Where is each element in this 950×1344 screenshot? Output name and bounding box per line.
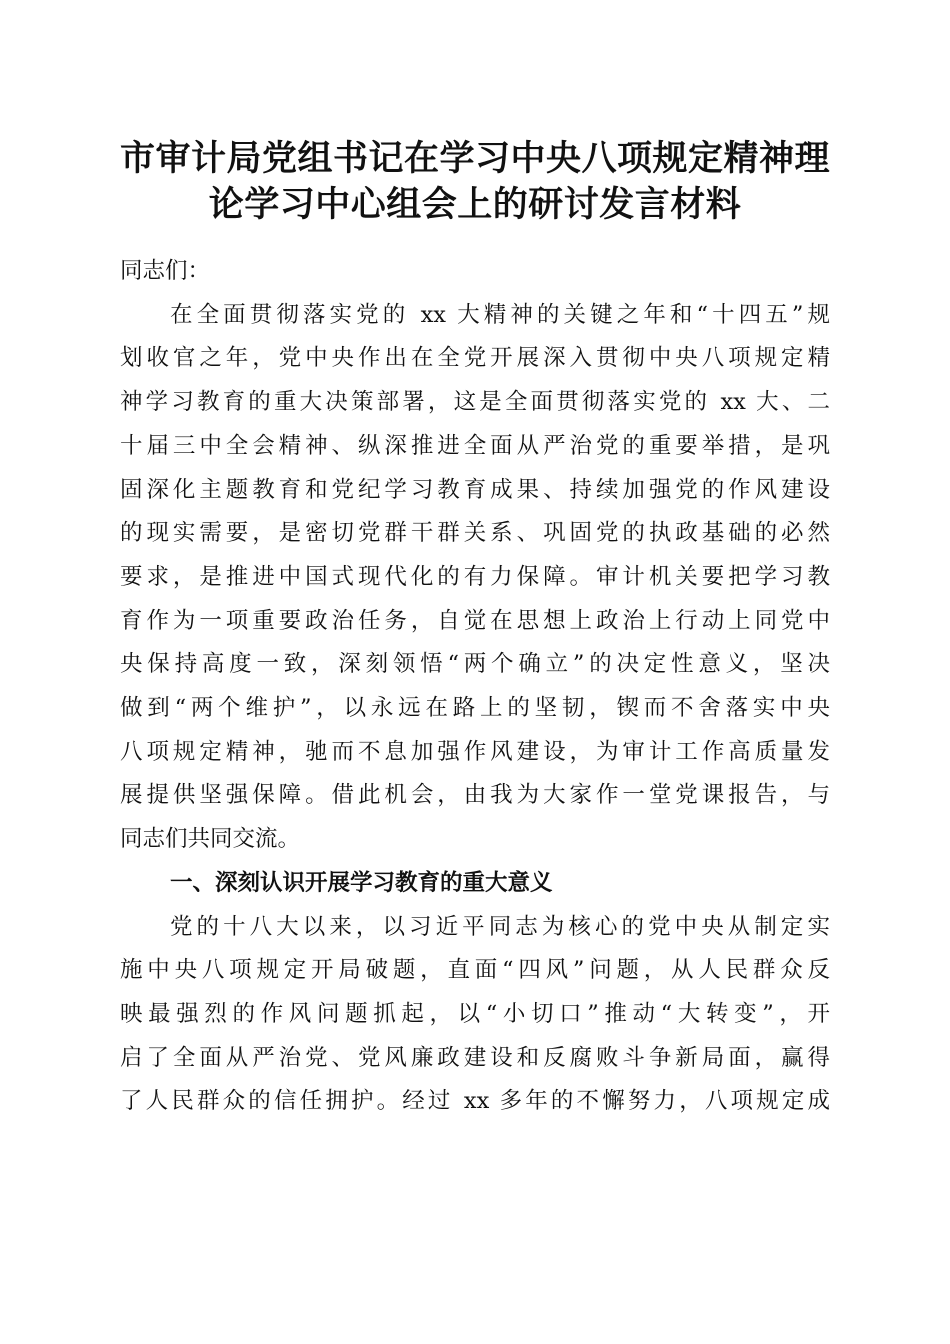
document-title xyxy=(100,136,850,228)
text-line: 的现实需要，是密切党群干群关系、巩固党的执政基础的必然 xyxy=(120,520,830,547)
text-line: 划收官之年，党中央作出在全党开展深入贯彻中央八项规定精 xyxy=(120,345,830,372)
text-line: 央保持高度一致，深刻领悟“两个确立”的决定性意义，坚决 xyxy=(120,651,830,678)
text-line: 启了全面从严治党、党风廉政建设和反腐败斗争新局面，赢得 xyxy=(120,1044,830,1071)
text-line: 展提供坚强保障。借此机会，由我为大家作一堂党课报告，与 xyxy=(120,782,830,809)
text-line: 神学习教育的重大决策部署，这是全面贯彻落实党的 xx 大、二 xyxy=(120,389,830,416)
text-line: 八项规定精神，驰而不息加强作风建设，为审计工作高质量发 xyxy=(120,738,830,765)
text-line: 固深化主题教育和党纪学习教育成果、持续加强党的作风建设 xyxy=(120,476,830,503)
text-line: 同志们共同交流。 xyxy=(120,826,301,853)
document-body xyxy=(120,250,830,1124)
text-line: 要求，是推进中国式现代化的有力保障。审计机关要把学习教 xyxy=(120,563,830,590)
text-line: 了人民群众的信任拥护。经过 xx 多年的不懈努力，八项规定成 xyxy=(120,1088,830,1115)
text-line: 十届三中全会精神、纵深推进全面从严治党的重要举措，是巩 xyxy=(120,432,830,459)
text-line: 映最强烈的作风问题抓起，以“小切口”推动“大转变”，开 xyxy=(120,1000,830,1027)
section-heading: 一、深刻认识开展学习教育的重大意义 xyxy=(170,869,553,896)
text-line: 在全面贯彻落实党的 xx 大精神的关键之年和“十四五”规 xyxy=(170,301,830,328)
text-line: 施中央八项规定开局破题，直面“四风”问题，从人民群众反 xyxy=(120,957,830,984)
text-line: 做到“两个维护”，以永远在路上的坚韧，锲而不舍落实中央 xyxy=(120,695,830,722)
salutation: 同志们： xyxy=(120,258,211,284)
paragraph-intro xyxy=(120,294,830,862)
text-line: 党的十八大以来，以习近平同志为核心的党中央从制定实 xyxy=(170,913,830,940)
paragraph-section-one xyxy=(120,906,830,1125)
title-line: 市审计局党组书记在学习中央八项规定精神理 xyxy=(119,138,830,179)
text-line: 育作为一项重要政治任务，自觉在思想上政治上行动上同党中 xyxy=(120,607,830,634)
title-line: 论学习中心组会上的研讨发言材料 xyxy=(208,184,742,225)
